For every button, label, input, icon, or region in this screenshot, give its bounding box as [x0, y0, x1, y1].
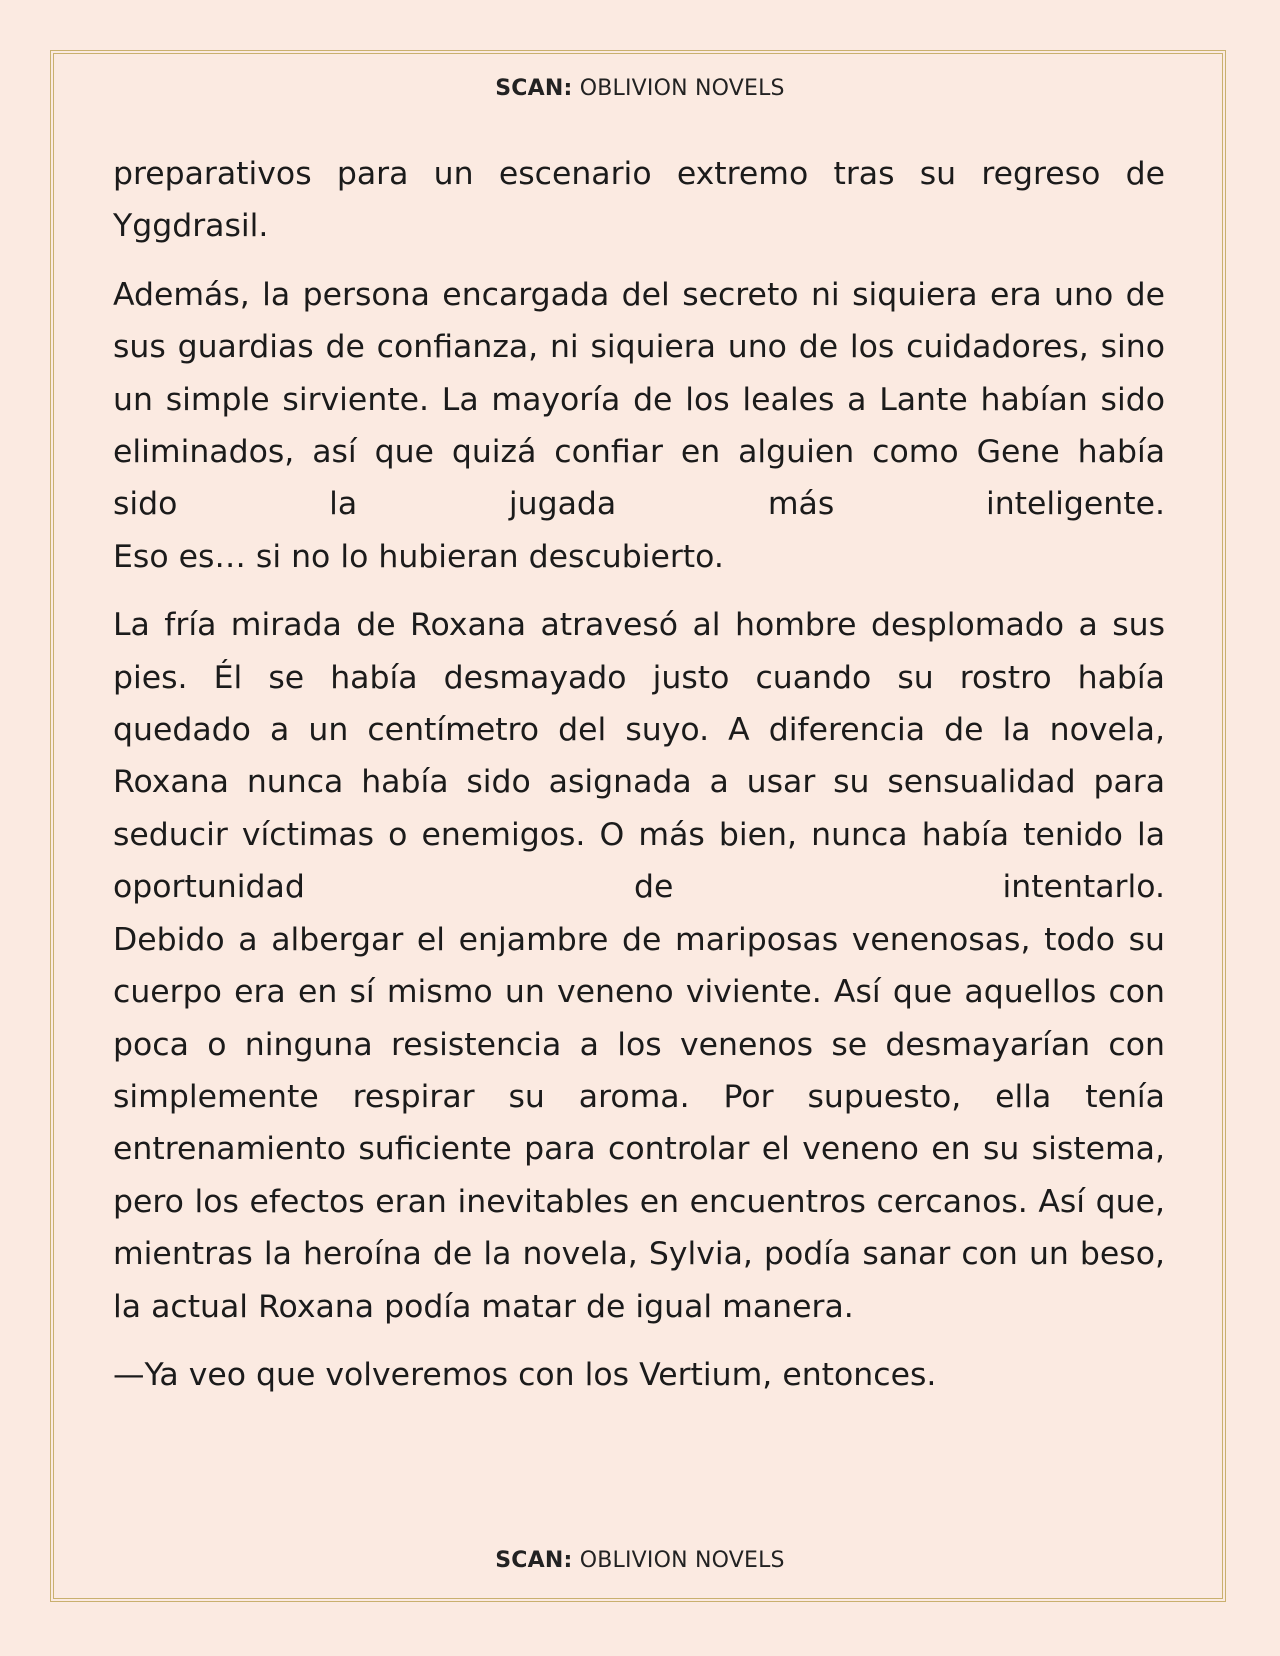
paragraph-4: [113, 1349, 1165, 1401]
page-header: [0, 76, 1280, 101]
paragraph-1: [113, 148, 1165, 253]
page-footer: [0, 1548, 1280, 1573]
paragraph-3-line-1: La fría mirada de Roxana atravesó al hombre desplomado a sus pies. Él se había desmayado justo cuando su rostro había quedado a un centímetro del suyo. A diferencia de la novela, Roxana nunca había sido asignada a usar su sensualidad para seducir víctimas o enemigos. O más bien, nunca había tenido la oportunidad de intentarlo.: [113, 607, 1165, 906]
footer-scan-label: SCAN:: [495, 1548, 573, 1573]
header-scan-label: SCAN:: [495, 76, 573, 101]
paragraph-4-line-1: —Ya veo que volveremos con los Vertium, entonces.: [113, 1356, 937, 1393]
header-group-name: OBLIVION NOVELS: [572, 76, 785, 101]
paragraph-3: [113, 599, 1165, 1333]
paragraph-1-line-1: preparativos para un escenario extremo tras su regreso de Yggdrasil.: [113, 156, 1165, 245]
paragraph-2-line-1: Además, la persona encargada del secreto ni siquiera era uno de sus guardias de confianza, ni siquiera uno de los cuidadores, sino un simple sirviente. La mayoría de los leales a Lante habían sido eliminados, así que quizá confiar en alguien como Gene había sido la jugada más inteligente.: [113, 276, 1165, 523]
page-body: [113, 148, 1165, 1417]
paragraph-2-line-2: Eso es… si no lo hubieran descubierto.: [113, 538, 724, 575]
paragraph-2: [113, 269, 1165, 583]
footer-group-name: OBLIVION NOVELS: [572, 1548, 785, 1573]
paragraph-3-line-2: Debido a albergar el enjambre de mariposas venenosas, todo su cuerpo era en sí mismo un veneno viviente. Así que aquellos con poca o ninguna resistencia a los venenos se desmayarían con simplemente respirar su aroma. Por supuesto, ella tenía entrenamiento suficiente para controlar el veneno en su sistema, pero los efectos eran inevitables en encuentros cercanos. Así que, mientras la heroína de la novela, Sylvia, podía sanar con un beso, la actual Roxana podía matar de igual manera.: [113, 921, 1165, 1325]
